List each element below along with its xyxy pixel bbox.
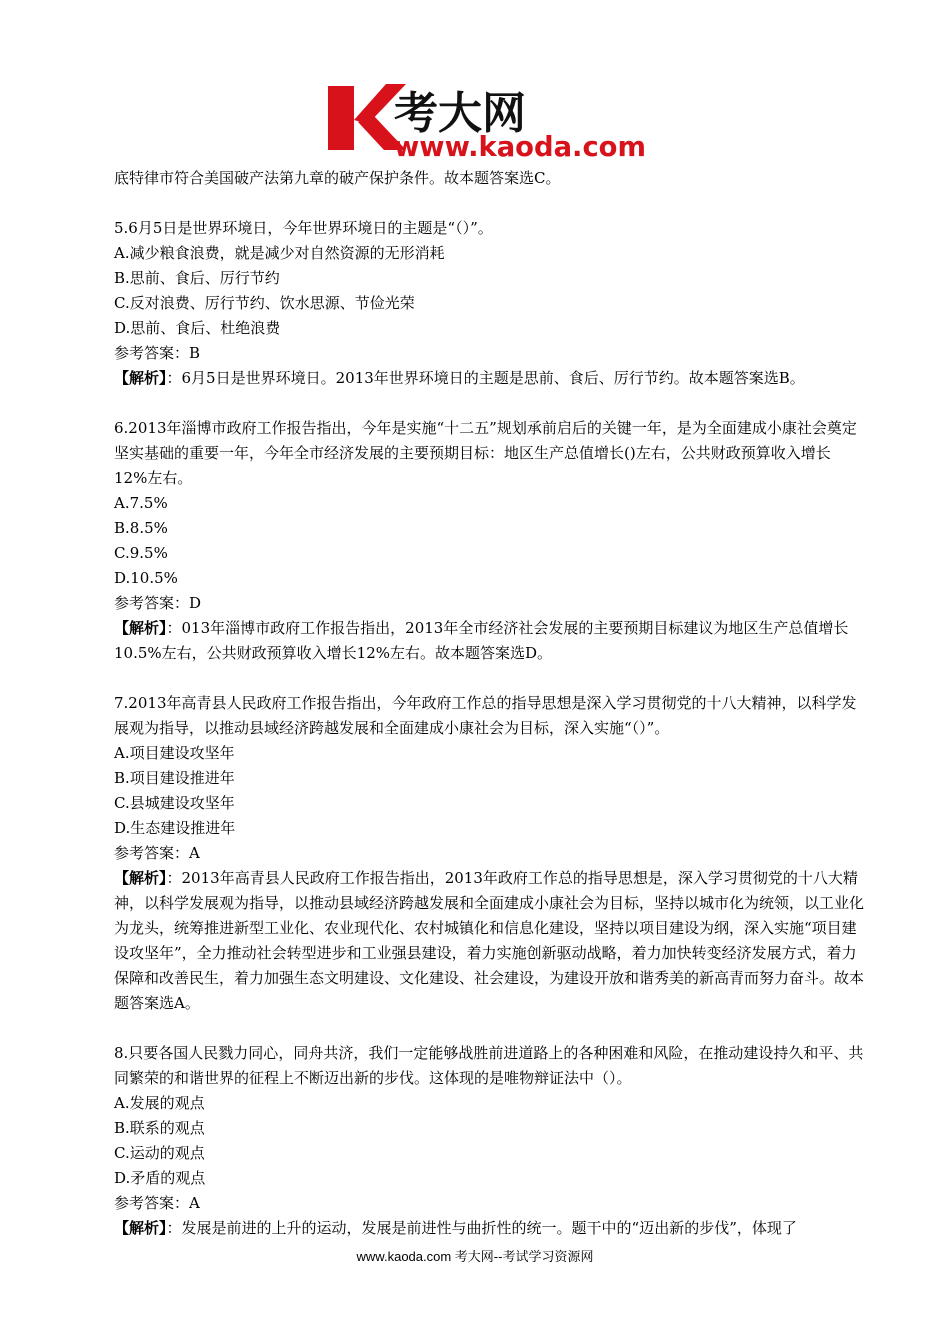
answer: 参考答案：A bbox=[114, 1194, 200, 1212]
kaoda-logo bbox=[328, 76, 648, 162]
analysis bbox=[114, 366, 864, 391]
analysis-text: ：发展是前进的上升的运动，发展是前进性与曲折性的统一。题干中的“迈出新的步伐”，体现了 bbox=[166, 1219, 797, 1237]
question-8 bbox=[114, 1041, 864, 1241]
question-stem: 7.2013年高青县人民政府工作报告指出，今年政府工作总的指导思想是深入学习贯彻党的十八大精神，以科学发展观为指导，以推动县域经济跨越发展和全面建成小康社会为目标，深入实施“（）”。 bbox=[114, 694, 857, 737]
logo-url: www.kaoda.com bbox=[394, 130, 646, 162]
option-c: C.反对浪费、厉行节约、饮水思源、节俭光荣 bbox=[114, 294, 415, 312]
analysis-label: 【解析】 bbox=[114, 369, 167, 387]
option-d: D.矛盾的观点 bbox=[114, 1169, 206, 1187]
analysis bbox=[114, 1216, 864, 1241]
option-b: B.联系的观点 bbox=[114, 1119, 205, 1137]
option-c: C.县城建设攻坚年 bbox=[114, 794, 235, 812]
option-d: D.10.5% bbox=[114, 569, 178, 587]
answer: 参考答案：B bbox=[114, 344, 201, 362]
option-a: A.项目建设攻坚年 bbox=[114, 744, 235, 762]
option-a: A.发展的观点 bbox=[114, 1094, 205, 1112]
option-d: D.思前、食后、杜绝浪费 bbox=[114, 319, 281, 337]
question-5 bbox=[114, 216, 864, 391]
analysis bbox=[114, 866, 864, 1016]
option-a: A.减少粮食浪费，就是减少对自然资源的无形消耗 bbox=[114, 244, 445, 262]
document-body bbox=[114, 166, 864, 1241]
option-c: C.9.5% bbox=[114, 544, 168, 562]
analysis-text: ：2013年高青县人民政府工作报告指出，2013年政府工作总的指导思想是，深入学习贯彻党的十八大精神，以科学发展观为指导，以推动县域经济跨越发展和全面建成小康社会为目标，坚持以城市化为统领，以工业化为龙头，统筹推进新型工业化、农业现代化、农村城镇化和信息化建设，坚持以项目建设为纲，深入实施“项目建设攻坚年”，全力推动社会转型进步和工业强县建设，着力实施创新驱动战略，着力加快转变经济发展方式，着力保障和改善民生，着力加强生态文明建设、文化建设、社会建设，为建设开放和谐秀美的新高青而努力奋斗。故本题答案选A。 bbox=[114, 869, 865, 1012]
option-c: C.运动的观点 bbox=[114, 1144, 205, 1162]
option-b: B.8.5% bbox=[114, 519, 168, 537]
question-7 bbox=[114, 691, 864, 1016]
option-d: D.生态建设推进年 bbox=[114, 819, 236, 837]
logo-chinese-name: 考大网 bbox=[394, 88, 526, 139]
question-stem: 6.2013年淄博市政府工作报告指出，今年是实施“十二五”规划承前启后的关键一年，是为全面建成小康社会奠定坚实基础的重要一年，今年全市经济发展的主要预期目标：地区生产总值增长()左右，公共财政预算收入增长12%左右。 bbox=[114, 419, 857, 487]
analysis-text: ：6月5日是世界环境日。2013年世界环境日的主题是思前、食后、厉行节约。故本题答案选B。 bbox=[166, 369, 805, 387]
analysis bbox=[114, 616, 864, 666]
page-footer: www.kaoda.com 考大网--考试学习资源网 bbox=[356, 1249, 594, 1264]
option-b: B.思前、食后、厉行节约 bbox=[114, 269, 280, 287]
analysis-text: ：013年淄博市政府工作报告指出，2013年全市经济社会发展的主要预期目标建议为地区生产总值增长10.5%左右，公共财政预算收入增长12%左右。故本题答案选D。 bbox=[114, 619, 849, 662]
question-6 bbox=[114, 416, 864, 666]
intro-line: 底特律市符合美国破产法第九章的破产保护条件。故本题答案选C。 bbox=[114, 169, 561, 187]
answer: 参考答案：D bbox=[114, 594, 202, 612]
answer: 参考答案：A bbox=[114, 844, 200, 862]
analysis-label: 【解析】 bbox=[114, 1219, 167, 1237]
question-stem: 8.只要各国人民戮力同心，同舟共济，我们一定能够战胜前进道路上的各种困难和风险，在推动建设持久和平、共同繁荣的和谐世界的征程上不断迈出新的步伐。这体现的是唯物辩证法中（）。 bbox=[114, 1044, 864, 1087]
option-a: A.7.5% bbox=[114, 494, 168, 512]
analysis-label: 【解析】 bbox=[114, 619, 167, 637]
analysis-label: 【解析】 bbox=[114, 869, 167, 887]
question-stem: 5.6月5日是世界环境日，今年世界环境日的主题是“（）”。 bbox=[114, 219, 493, 237]
option-b: B.项目建设推进年 bbox=[114, 769, 235, 787]
